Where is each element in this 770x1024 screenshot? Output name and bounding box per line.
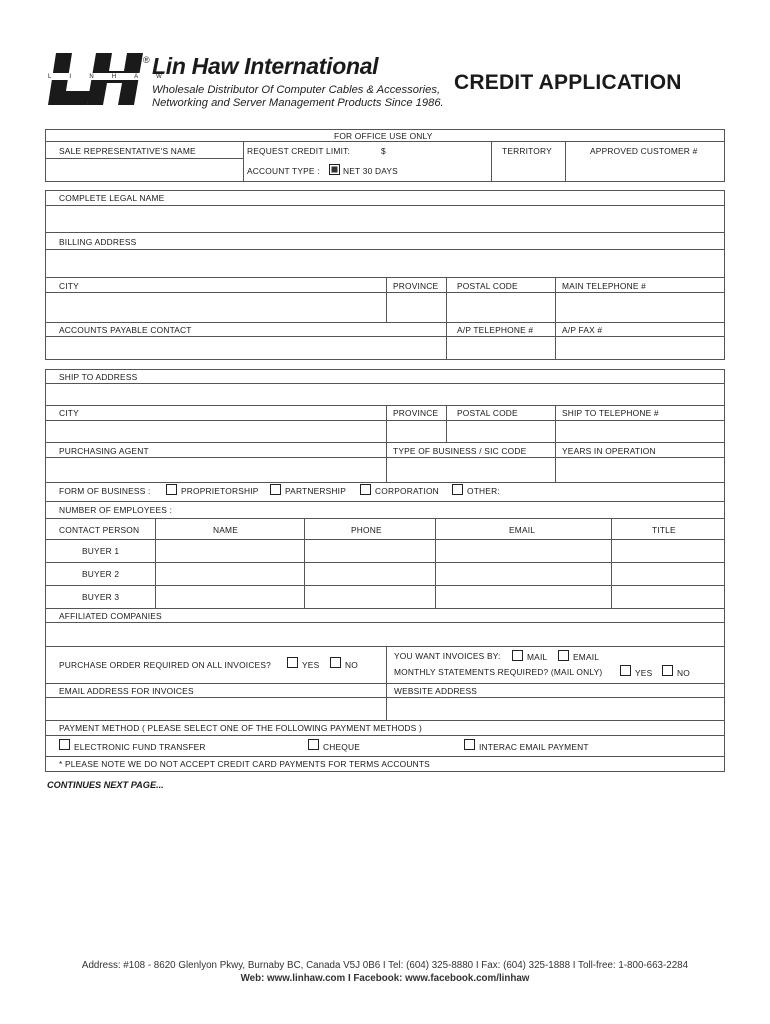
ap-contact-label: ACCOUNTS PAYABLE CONTACT: [59, 325, 192, 335]
statements-yes-label: YES: [635, 668, 653, 678]
form-of-business-label: FORM OF BUSINESS :: [59, 486, 151, 496]
buyer1-email-field[interactable]: [436, 540, 610, 561]
email-invoices-field[interactable]: [46, 698, 385, 719]
po-no-checkbox[interactable]: [330, 657, 341, 668]
eft-label: ELECTRONIC FUND TRANSFER: [74, 742, 206, 752]
corporation-label: CORPORATION: [375, 486, 439, 496]
ap-fax-field[interactable]: [556, 337, 724, 359]
cheque-label: CHEQUE: [323, 742, 361, 752]
continues-note: CONTINUES NEXT PAGE...: [47, 780, 164, 790]
other-field[interactable]: [505, 483, 724, 500]
buyer3-email-field[interactable]: [436, 586, 610, 607]
ship-postal-label: POSTAL CODE: [457, 408, 518, 418]
affiliated-field[interactable]: [46, 623, 724, 645]
monthly-statements-label: MONTHLY STATEMENTS REQUIRED? (MAIL ONLY): [394, 667, 603, 677]
net30-label: NET 30 DAYS: [343, 166, 398, 176]
col-email: EMAIL: [509, 525, 536, 535]
office-use-heading: FOR OFFICE USE ONLY: [334, 131, 433, 141]
sales-rep-label: SALE REPRESENTATIVE'S NAME: [59, 146, 196, 156]
invoices-by-label: YOU WANT INVOICES BY:: [394, 651, 501, 661]
buyer1-name-field[interactable]: [156, 540, 303, 561]
partnership-label: PARTNERSHIP: [285, 486, 346, 496]
invoice-mail-checkbox[interactable]: [512, 650, 523, 661]
buyer3-title-field[interactable]: [612, 586, 724, 607]
col-contact-person: CONTACT PERSON: [59, 525, 140, 535]
purchasing-agent-label: PURCHASING AGENT: [59, 446, 149, 456]
logo-letters: L I N H A W: [48, 74, 171, 80]
billing-address-label: BILLING ADDRESS: [59, 237, 137, 247]
ship-address-field[interactable]: [45, 383, 725, 406]
company-name: Lin Haw International: [152, 53, 379, 79]
invoice-email-checkbox[interactable]: [558, 650, 569, 661]
billing-postal-field[interactable]: [447, 293, 554, 322]
ap-fax-label: A/P FAX #: [562, 325, 603, 335]
territory-field[interactable]: [492, 158, 564, 181]
po-no-label: NO: [345, 660, 358, 670]
other-checkbox[interactable]: [452, 484, 463, 495]
billing-city-field[interactable]: [46, 293, 385, 322]
billing-city-label: CITY: [59, 281, 79, 291]
business-type-field[interactable]: [387, 458, 554, 481]
payment-method-heading: PAYMENT METHOD ( PLEASE SELECT ONE OF THE FOLLOWING PAYMENT METHODS ): [59, 723, 422, 733]
currency-symbol: $: [381, 146, 386, 156]
main-phone-field[interactable]: [556, 293, 724, 322]
ship-city-field[interactable]: [46, 421, 385, 442]
legal-name-field[interactable]: [45, 205, 725, 233]
employees-label: NUMBER OF EMPLOYEES :: [59, 505, 173, 515]
company-tagline: Wholesale Distributor Of Computer Cables & Accessories, Networking and Server Management Products Since 1986.: [152, 84, 444, 109]
ship-province-label: PROVINCE: [393, 408, 439, 418]
buyer1-title-field[interactable]: [612, 540, 724, 561]
years-operation-label: YEARS IN OPERATION: [562, 446, 656, 456]
billing-postal-label: POSTAL CODE: [457, 281, 518, 291]
buyer2-title-field[interactable]: [612, 563, 724, 584]
email-invoices-label: EMAIL ADDRESS FOR INVOICES: [59, 686, 194, 696]
po-required-label: PURCHASE ORDER REQUIRED ON ALL INVOICES?: [59, 660, 271, 670]
purchasing-agent-field[interactable]: [46, 458, 385, 481]
statements-no-label: NO: [677, 668, 690, 678]
account-type-label: ACCOUNT TYPE :: [247, 166, 320, 176]
buyer1-phone-field[interactable]: [305, 540, 434, 561]
registered-mark: ®: [143, 55, 150, 65]
invoice-email-label: EMAIL: [573, 652, 600, 662]
po-yes-label: YES: [302, 660, 320, 670]
ship-province-field[interactable]: [387, 421, 445, 442]
billing-address-field[interactable]: [45, 249, 725, 278]
credit-limit-field[interactable]: [388, 142, 490, 156]
website-field[interactable]: [387, 698, 724, 719]
statements-yes-checkbox[interactable]: [620, 665, 631, 676]
ap-phone-field[interactable]: [447, 337, 554, 359]
interac-label: INTERAC EMAIL PAYMENT: [479, 742, 589, 752]
other-label: OTHER:: [467, 486, 500, 496]
col-phone: PHONE: [351, 525, 382, 535]
net30-checkbox[interactable]: [329, 164, 340, 175]
cheque-checkbox[interactable]: [308, 739, 319, 750]
partnership-checkbox[interactable]: [270, 484, 281, 495]
ship-phone-field[interactable]: [556, 421, 724, 442]
territory-label: TERRITORY: [502, 146, 552, 156]
col-title: TITLE: [652, 525, 676, 535]
footer-web: Web: www.linhaw.com I Facebook: www.facebook.com/linhaw: [240, 973, 530, 984]
buyer2-phone-field[interactable]: [305, 563, 434, 584]
eft-checkbox[interactable]: [59, 739, 70, 750]
ap-contact-field[interactable]: [46, 337, 445, 359]
approved-customer-field[interactable]: [566, 158, 724, 181]
interac-checkbox[interactable]: [464, 739, 475, 750]
buyer-row-label: BUYER 2: [82, 569, 120, 579]
credit-card-note: * PLEASE NOTE WE DO NOT ACCEPT CREDIT CARD PAYMENTS FOR TERMS ACCOUNTS: [59, 759, 430, 769]
invoice-mail-label: MAIL: [527, 652, 548, 662]
col-name: NAME: [213, 525, 238, 535]
footer-address: Address: #108 - 8620 Glenlyon Pkwy, Burnaby BC, Canada V5J 0B6 I Tel: (604) 325-8880 I Fax: (604) 325-1888 I Toll-free: 1-800-663-2284: [81, 960, 689, 971]
company-logo: [46, 53, 171, 105]
years-operation-field[interactable]: [556, 458, 724, 481]
business-type-label: TYPE OF BUSINESS / SIC CODE: [393, 446, 527, 456]
billing-province-label: PROVINCE: [393, 281, 439, 291]
buyer3-name-field[interactable]: [156, 586, 303, 607]
proprietorship-label: PROPRIETORSHIP: [181, 486, 259, 496]
buyer-row-label: BUYER 3: [82, 592, 120, 602]
ship-address-label: SHIP TO ADDRESS: [59, 372, 138, 382]
buyer2-name-field[interactable]: [156, 563, 303, 584]
ship-postal-field[interactable]: [447, 421, 554, 442]
ap-phone-label: A/P TELEPHONE #: [457, 325, 534, 335]
employees-field[interactable]: [180, 502, 724, 517]
website-label: WEBSITE ADDRESS: [394, 686, 478, 696]
ship-city-label: CITY: [59, 408, 79, 418]
corporation-checkbox[interactable]: [360, 484, 371, 495]
approved-customer-label: APPROVED CUSTOMER #: [590, 146, 698, 156]
ship-phone-label: SHIP TO TELEPHONE #: [562, 408, 659, 418]
legal-name-label: COMPLETE LEGAL NAME: [59, 193, 165, 203]
proprietorship-checkbox[interactable]: [166, 484, 177, 495]
credit-limit-label: REQUEST CREDIT LIMIT:: [247, 146, 351, 156]
buyer-row-label: BUYER 1: [82, 546, 120, 556]
document-title: CREDIT APPLICATION: [454, 71, 682, 94]
main-phone-label: MAIN TELEPHONE #: [562, 281, 647, 291]
affiliated-label: AFFILIATED COMPANIES: [59, 611, 162, 621]
sales-rep-field[interactable]: [46, 159, 242, 181]
po-yes-checkbox[interactable]: [287, 657, 298, 668]
statements-no-checkbox[interactable]: [662, 665, 673, 676]
buyer2-email-field[interactable]: [436, 563, 610, 584]
billing-province-field[interactable]: [387, 293, 445, 322]
buyer3-phone-field[interactable]: [305, 586, 434, 607]
